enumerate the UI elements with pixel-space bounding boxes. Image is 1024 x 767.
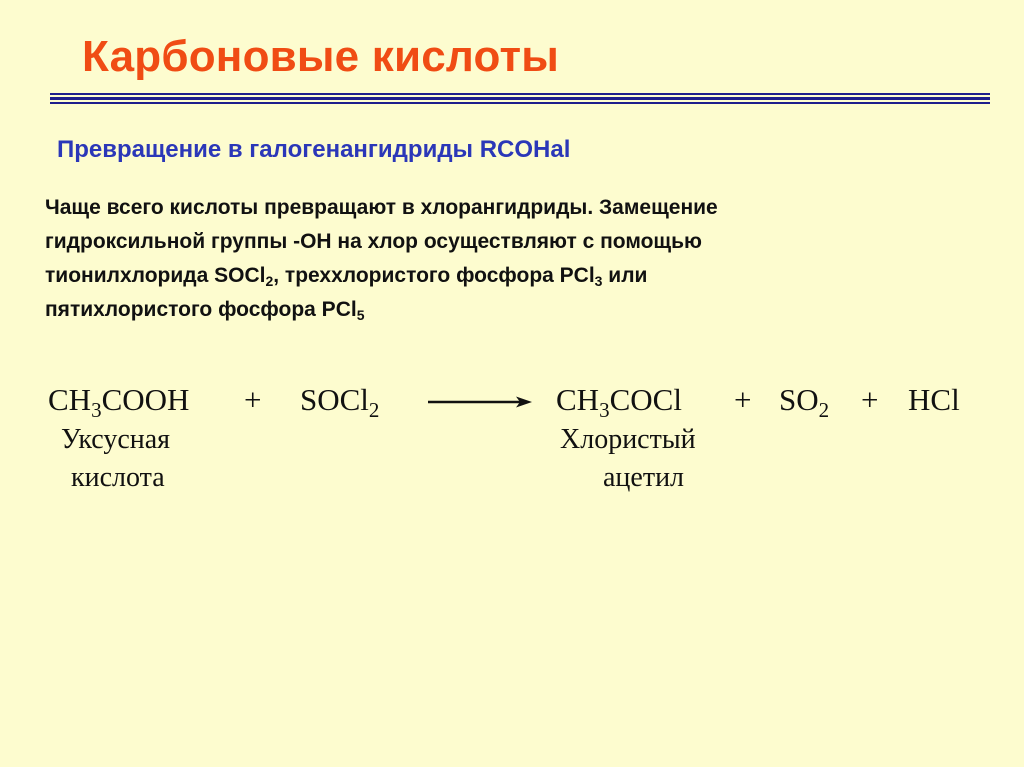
slide-subtitle: Превращение в галогенангидриды RCOHal	[57, 136, 571, 163]
product-name-line-2: ацетил	[603, 462, 685, 493]
product-sulfur-dioxide: $SO_2$	[779, 382, 830, 422]
product-acetyl-chloride: $CH_3COCl$	[556, 382, 682, 422]
reactant-thionyl-chloride: SOCl$_2$	[300, 382, 380, 422]
paragraph-line-4: пятихлористого фосфора PCl$_5$	[45, 298, 365, 323]
paragraph-line-1: Чаще всего кислоты превращают в хлорангидриды. Замещение	[45, 196, 718, 219]
title-divider	[50, 93, 990, 105]
plus-sign-1: +	[244, 382, 262, 417]
product-name-line-1: Хлористый	[560, 424, 696, 455]
slide-title: Карбоновые кислоты	[82, 32, 559, 81]
paragraph-line-2: гидроксильной группы -OH на хлор осуществляют с помощью	[45, 230, 702, 253]
paragraph-line-3: тионилхлорида SOCl$_2$, треххлористого фосфора PCl$_3$ или	[45, 264, 648, 289]
reactant-name-line-2: кислота	[71, 462, 165, 493]
product-hydrogen-chloride: HCl	[908, 382, 960, 417]
plus-sign-2: +	[734, 382, 752, 417]
reactant-acetic-acid: $CH_3COOH$	[48, 382, 190, 422]
plus-sign-3: +	[861, 382, 879, 417]
reaction-arrow-icon	[428, 395, 532, 409]
reactant-name-line-1: Уксусная	[61, 424, 171, 455]
body-paragraph	[45, 191, 1005, 327]
